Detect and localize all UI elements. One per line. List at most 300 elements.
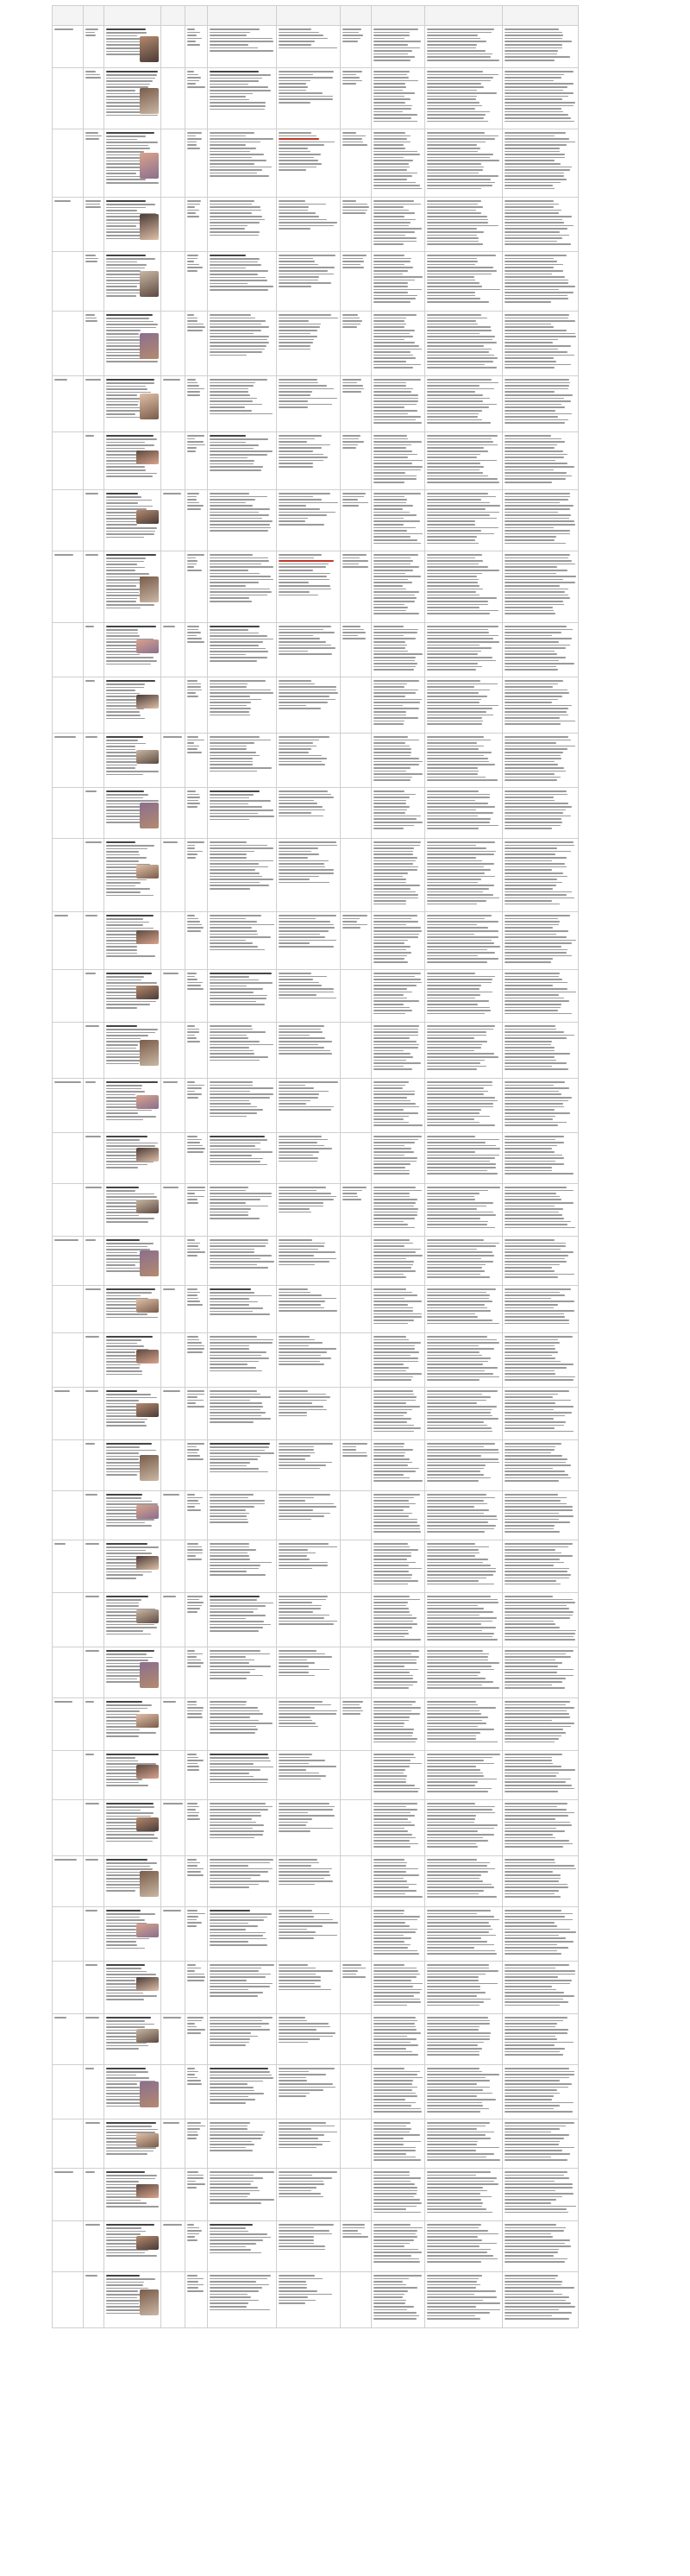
table-cell xyxy=(161,1079,185,1132)
cell-text xyxy=(163,379,183,381)
table-cell xyxy=(84,1751,104,1799)
cell-text xyxy=(342,915,369,929)
cell-text xyxy=(85,1336,102,1338)
cell-text xyxy=(427,2224,500,2263)
table-cell xyxy=(277,1800,341,1855)
table-cell xyxy=(104,551,161,622)
cell-text xyxy=(279,736,338,765)
character-thumbnail xyxy=(140,1040,159,1066)
table-cell xyxy=(104,490,161,551)
cell-text xyxy=(187,28,205,46)
character-thumbnail xyxy=(136,1505,159,1519)
table-cell xyxy=(161,734,185,787)
cell-text xyxy=(210,1239,274,1269)
table-row xyxy=(53,490,579,551)
table-cell xyxy=(84,970,104,1022)
cell-text xyxy=(279,1543,338,1569)
table-row xyxy=(53,1751,579,1800)
cell-text xyxy=(54,1543,81,1545)
table-cell xyxy=(208,1079,277,1132)
table-cell xyxy=(372,734,425,787)
character-thumbnail xyxy=(140,1871,159,1897)
cell-text xyxy=(210,255,274,291)
cell-text xyxy=(187,626,205,643)
cell-text xyxy=(427,2171,500,2213)
table-cell xyxy=(208,677,277,733)
table-cell xyxy=(341,2014,372,2064)
cell-text xyxy=(342,71,369,85)
character-thumbnail xyxy=(140,1662,159,1688)
cell-text xyxy=(210,1543,274,1576)
table-cell xyxy=(84,734,104,787)
table-cell xyxy=(341,1440,372,1490)
cell-text xyxy=(373,841,423,904)
cell-text xyxy=(187,1443,205,1460)
table-cell xyxy=(53,1593,84,1647)
table-row xyxy=(53,1079,579,1133)
cell-text xyxy=(279,1390,338,1416)
character-thumbnail xyxy=(136,2029,159,2043)
character-thumbnail xyxy=(136,1765,159,1779)
cell-text xyxy=(427,1336,500,1381)
character-thumbnail xyxy=(136,1095,159,1109)
cell-text xyxy=(427,1910,500,1955)
table-row xyxy=(53,432,579,490)
table-cell xyxy=(208,1286,277,1332)
table-cell xyxy=(425,68,503,129)
cell-text xyxy=(279,1596,338,1625)
table-cell xyxy=(503,1800,579,1855)
cell-text xyxy=(342,1187,369,1200)
table-cell xyxy=(277,252,341,311)
cell-text xyxy=(187,71,205,88)
table-cell xyxy=(372,2169,425,2220)
table-cell xyxy=(161,1440,185,1490)
table-cell xyxy=(53,1698,84,1750)
table-cell xyxy=(503,1491,579,1540)
cell-text xyxy=(373,1803,423,1848)
cell-text xyxy=(342,2224,369,2238)
table-cell xyxy=(372,1237,425,1285)
cell-text xyxy=(54,28,81,30)
cell-text xyxy=(187,1543,205,1560)
cell-text xyxy=(427,1596,500,1641)
table-row xyxy=(53,1133,579,1184)
table-cell xyxy=(277,1962,341,2013)
cell-text xyxy=(373,736,423,781)
table-cell xyxy=(341,788,372,838)
table-row xyxy=(53,1491,579,1540)
cell-text xyxy=(427,554,500,614)
character-thumbnail xyxy=(140,803,159,828)
table-cell xyxy=(104,2014,161,2064)
cell-text xyxy=(505,1650,576,1689)
table-row xyxy=(53,1800,579,1856)
cell-text xyxy=(210,973,274,1005)
table-cell xyxy=(503,2065,579,2119)
cell-text xyxy=(187,1081,205,1099)
table-cell xyxy=(53,129,84,197)
table-cell xyxy=(208,2065,277,2119)
table-cell xyxy=(425,1962,503,2013)
table-cell xyxy=(372,1540,425,1592)
cell-text xyxy=(505,1390,576,1432)
character-thumbnail xyxy=(136,1609,159,1623)
table-cell xyxy=(185,912,208,969)
cell-text xyxy=(210,841,274,890)
table-cell xyxy=(277,2065,341,2119)
cell-text xyxy=(427,790,500,829)
table-cell xyxy=(372,912,425,969)
cell-text xyxy=(54,1081,81,1083)
cell-text xyxy=(163,493,183,494)
cell-text xyxy=(505,1136,576,1175)
table-row xyxy=(53,734,579,788)
table-cell xyxy=(425,2272,503,2327)
table-cell xyxy=(425,734,503,787)
table-cell xyxy=(161,1540,185,1592)
table-cell xyxy=(425,1540,503,1592)
cell-text xyxy=(85,1187,102,1188)
cell-text xyxy=(85,1390,102,1392)
table-cell xyxy=(53,1856,84,1906)
table-cell xyxy=(341,312,372,375)
table-cell xyxy=(425,970,503,1022)
table-cell xyxy=(341,432,372,489)
cell-text xyxy=(505,1187,576,1228)
table-cell xyxy=(341,376,372,431)
table-cell xyxy=(104,252,161,311)
table-cell xyxy=(341,252,372,311)
character-thumbnail xyxy=(136,1403,159,1417)
table-cell xyxy=(185,1237,208,1285)
cell-text xyxy=(373,314,423,368)
table-row xyxy=(53,1962,579,2014)
table-cell xyxy=(277,1184,341,1236)
cell-text xyxy=(279,435,338,468)
table-cell xyxy=(372,1698,425,1750)
cell-text xyxy=(505,200,576,245)
cell-text xyxy=(54,2017,81,2019)
table-cell xyxy=(104,1184,161,1236)
table-cell xyxy=(185,1023,208,1078)
cell-text xyxy=(427,1803,500,1848)
table-cell xyxy=(503,1440,579,1490)
cell-text xyxy=(163,1596,183,1597)
cell-text xyxy=(279,790,338,816)
cell-text xyxy=(85,680,102,682)
table-row xyxy=(53,1593,579,1647)
table-cell xyxy=(341,1800,372,1855)
cell-text xyxy=(279,1136,338,1162)
cell-text xyxy=(373,493,423,544)
table-cell xyxy=(84,1023,104,1078)
table-cell xyxy=(104,198,161,251)
table-cell xyxy=(185,1491,208,1540)
table-cell xyxy=(277,1333,341,1387)
table-cell xyxy=(425,2065,503,2119)
cell-text xyxy=(210,2068,274,2104)
cell-text xyxy=(210,2275,274,2310)
table-cell xyxy=(503,2221,579,2271)
table-cell xyxy=(503,1184,579,1236)
table-cell xyxy=(425,252,503,311)
table-cell xyxy=(161,2169,185,2220)
cell-text xyxy=(187,915,205,932)
table-cell xyxy=(185,129,208,197)
character-thumbnail xyxy=(136,450,159,464)
table-cell xyxy=(503,129,579,197)
table-cell xyxy=(161,788,185,838)
table-cell xyxy=(372,2119,425,2168)
cell-text xyxy=(85,1596,102,1597)
character-thumbnail xyxy=(136,986,159,999)
cell-text xyxy=(279,1187,338,1212)
character-thumbnail xyxy=(136,930,159,944)
header-cell xyxy=(341,6,372,25)
table-cell xyxy=(372,1388,425,1439)
character-thumbnail xyxy=(136,1200,159,1213)
table-cell xyxy=(208,198,277,251)
cell-text xyxy=(505,915,576,963)
table-cell xyxy=(425,1286,503,1332)
table-cell xyxy=(341,1962,372,2013)
table-cell xyxy=(277,1440,341,1490)
table-cell xyxy=(503,623,579,677)
table-cell xyxy=(341,1647,372,1697)
table-cell xyxy=(372,1079,425,1132)
cell-text xyxy=(279,2068,338,2097)
table-cell xyxy=(503,1593,579,1647)
table-row xyxy=(53,2014,579,2065)
table-cell xyxy=(104,1133,161,1183)
table-row xyxy=(53,68,579,129)
table-cell xyxy=(185,376,208,431)
table-cell xyxy=(208,912,277,969)
cell-text xyxy=(187,1239,205,1257)
cell-text xyxy=(279,1443,338,1469)
table-cell xyxy=(503,1698,579,1750)
table-cell xyxy=(53,1907,84,1961)
cell-text xyxy=(187,314,205,331)
table-row xyxy=(53,551,579,623)
table-cell xyxy=(104,1647,161,1697)
table-cell xyxy=(161,1856,185,1906)
table-cell xyxy=(84,677,104,733)
cell-text xyxy=(163,2017,183,2019)
cell-text xyxy=(279,1494,338,1520)
header-cell xyxy=(425,6,503,25)
table-cell xyxy=(425,129,503,197)
table-cell xyxy=(185,2272,208,2327)
cell-text xyxy=(505,28,576,61)
cell-text xyxy=(279,1859,338,1885)
character-thumbnail xyxy=(140,2082,159,2107)
table-cell xyxy=(208,1751,277,1799)
cell-text xyxy=(187,841,205,859)
cell-text xyxy=(187,2224,205,2241)
table-cell xyxy=(185,2119,208,2168)
table-row xyxy=(53,1184,579,1237)
cell-text xyxy=(85,1859,102,1861)
cell-text xyxy=(373,1288,423,1324)
table-cell xyxy=(277,1079,341,1132)
cell-text xyxy=(373,915,423,963)
table-cell xyxy=(503,912,579,969)
table-cell xyxy=(84,1079,104,1132)
table-cell xyxy=(277,2221,341,2271)
cell-text xyxy=(163,841,183,843)
table-cell xyxy=(208,1593,277,1647)
cell-text xyxy=(85,1701,102,1703)
table-cell xyxy=(425,2169,503,2220)
table-row xyxy=(53,1647,579,1698)
table-cell xyxy=(161,1023,185,1078)
cell-text xyxy=(279,1288,338,1312)
cell-text xyxy=(505,2224,576,2263)
cell-text xyxy=(279,1081,338,1111)
cell-text xyxy=(427,973,500,1014)
cell-text xyxy=(505,2068,576,2113)
table-cell xyxy=(277,432,341,489)
table-cell xyxy=(341,970,372,1022)
table-cell xyxy=(185,1907,208,1961)
cell-text xyxy=(54,1859,81,1861)
table-cell xyxy=(84,551,104,622)
cell-text xyxy=(210,2122,274,2151)
cell-text xyxy=(163,1494,183,1496)
table-cell xyxy=(277,1133,341,1183)
header-cell xyxy=(84,6,104,25)
cell-text xyxy=(505,1336,576,1381)
table-cell xyxy=(104,1962,161,2013)
cell-text xyxy=(210,1803,274,1838)
cell-text xyxy=(279,71,338,104)
cell-text xyxy=(85,1803,102,1804)
cell-text xyxy=(210,1859,274,1888)
cell-text xyxy=(210,626,274,662)
character-thumbnail xyxy=(136,1556,159,1570)
table-cell xyxy=(53,2065,84,2119)
table-row xyxy=(53,970,579,1023)
cell-text xyxy=(373,71,423,122)
cell-text xyxy=(427,1964,500,2006)
table-cell xyxy=(425,2014,503,2064)
table-cell xyxy=(372,1133,425,1183)
cell-text xyxy=(373,1650,423,1689)
table-cell xyxy=(84,490,104,551)
table-cell xyxy=(503,677,579,733)
table-cell xyxy=(104,1698,161,1750)
table-cell xyxy=(425,1491,503,1540)
table-cell xyxy=(104,1856,161,1906)
table-cell xyxy=(341,2221,372,2271)
cell-text xyxy=(210,915,274,950)
table-cell xyxy=(341,1388,372,1439)
table-cell xyxy=(341,734,372,787)
table-cell xyxy=(161,2272,185,2327)
table-cell xyxy=(503,252,579,311)
header-cell xyxy=(208,6,277,25)
table-cell xyxy=(185,1133,208,1183)
cell-text xyxy=(427,255,500,303)
table-cell xyxy=(372,1593,425,1647)
table-cell xyxy=(208,1491,277,1540)
table-cell xyxy=(208,1800,277,1855)
table-cell xyxy=(341,1540,372,1592)
table-cell xyxy=(425,788,503,838)
cell-text xyxy=(85,2068,102,2069)
table-cell xyxy=(277,26,341,67)
table-cell xyxy=(84,432,104,489)
character-thumbnail xyxy=(136,2184,159,2198)
table-cell xyxy=(425,312,503,375)
table-cell xyxy=(104,2221,161,2271)
cell-text xyxy=(505,736,576,781)
cell-text xyxy=(187,1910,205,1927)
cell-text xyxy=(505,493,576,544)
character-thumbnail xyxy=(136,639,159,653)
table-cell xyxy=(84,1800,104,1855)
cell-text xyxy=(373,1081,423,1126)
table-cell xyxy=(372,1907,425,1961)
table-cell xyxy=(185,432,208,489)
table-cell xyxy=(185,1333,208,1387)
table-cell xyxy=(84,1698,104,1750)
table-cell xyxy=(161,2014,185,2064)
table-cell xyxy=(84,26,104,67)
cell-text xyxy=(210,1288,274,1315)
table-row xyxy=(53,2065,579,2119)
cell-text xyxy=(187,2275,205,2292)
table-cell xyxy=(104,2065,161,2119)
cell-text xyxy=(505,2171,576,2213)
cell-text xyxy=(373,1025,423,1070)
cell-text xyxy=(279,2017,338,2043)
table-cell xyxy=(372,1800,425,1855)
table-cell xyxy=(185,312,208,375)
cell-text xyxy=(187,435,205,452)
cell-text xyxy=(427,200,500,245)
cell-text xyxy=(54,736,81,738)
table-cell xyxy=(161,677,185,733)
table-cell xyxy=(84,2065,104,2119)
table-cell xyxy=(208,1907,277,1961)
cell-text xyxy=(85,379,102,381)
table-cell xyxy=(425,1907,503,1961)
cell-text xyxy=(427,1701,500,1742)
table-cell xyxy=(277,1907,341,1961)
table-cell xyxy=(277,623,341,677)
cell-text xyxy=(210,1336,274,1371)
table-cell xyxy=(185,551,208,622)
cell-text xyxy=(505,1494,576,1533)
character-thumbnail xyxy=(140,36,159,62)
cell-text xyxy=(54,200,81,202)
cell-text xyxy=(187,493,205,510)
table-cell xyxy=(53,1079,84,1132)
table-cell xyxy=(84,1491,104,1540)
table-cell xyxy=(341,2065,372,2119)
cell-text xyxy=(163,1701,183,1703)
cell-text xyxy=(85,1443,102,1445)
table-cell xyxy=(185,970,208,1022)
cell-text xyxy=(187,379,205,396)
table-row xyxy=(53,198,579,252)
table-cell xyxy=(104,839,161,911)
table-row xyxy=(53,2169,579,2221)
table-cell xyxy=(277,1698,341,1750)
